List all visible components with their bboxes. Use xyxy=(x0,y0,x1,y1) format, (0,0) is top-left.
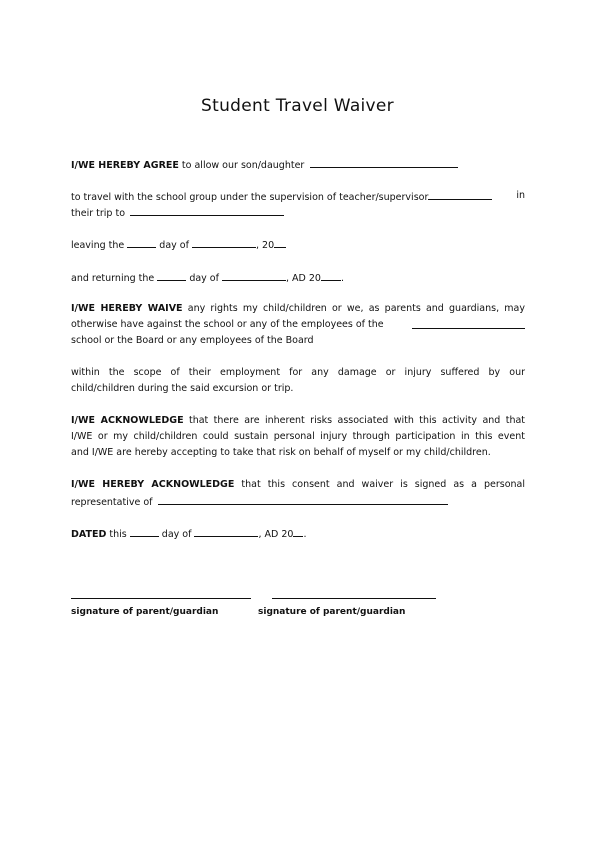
trip-destination-blank[interactable] xyxy=(130,206,284,216)
trip-to-line xyxy=(71,206,525,220)
agree-heading: I/WE HEREBY AGREE xyxy=(71,160,179,171)
dated-year-blank[interactable] xyxy=(293,527,303,537)
waive-line-3 xyxy=(71,335,525,347)
waive-line-2 xyxy=(71,319,525,331)
scope-line-1 xyxy=(71,367,525,379)
scope-text-1: within the scope of their employment for any damage or injury suffered by our xyxy=(71,367,525,378)
hereby-ack-heading: I/WE HEREBY ACKNOWLEDGE xyxy=(71,479,235,490)
leaving-line xyxy=(71,238,525,252)
acknowledge-text-3: and I/WE are hereby accepting to take that risk on behalf of myself or my child/children. xyxy=(71,447,491,458)
leaving-day-of: day of xyxy=(159,240,189,251)
leaving-text: leaving the xyxy=(71,240,125,251)
hereby-ack-text-1: that this consent and waiver is signed as a personal xyxy=(241,479,525,490)
hereby-ack-line-1 xyxy=(71,479,525,491)
teacher-blank[interactable] xyxy=(428,190,492,200)
leaving-year-blank[interactable] xyxy=(274,238,286,248)
hereby-ack-text-2: representative of xyxy=(71,497,153,508)
waive-heading: I/WE HEREBY WAIVE xyxy=(71,303,183,314)
travel-line xyxy=(71,190,525,204)
dated-line xyxy=(71,527,525,541)
acknowledge-text-2: I/WE or my child/children could sustain personal injury through participation in this event xyxy=(71,431,525,442)
dated-heading: DATED xyxy=(71,529,107,540)
returning-line xyxy=(71,271,525,285)
returning-year-text: , AD 20 xyxy=(286,273,321,284)
returning-year-blank[interactable] xyxy=(321,271,341,281)
signature-label-2: signature of parent/guardian xyxy=(258,607,406,617)
acknowledge-text-1: that there are inherent risks associated with this activity and that xyxy=(188,415,526,426)
dated-this: this xyxy=(109,529,127,540)
representative-blank[interactable] xyxy=(158,495,448,505)
acknowledge-line-1 xyxy=(71,415,525,427)
agree-line xyxy=(71,158,525,172)
waive-text-2: otherwise have against the school or any of the employees of the xyxy=(71,319,384,330)
signature-line-2[interactable] xyxy=(272,598,436,599)
agree-text: to allow our son/daughter xyxy=(181,160,305,171)
dated-day-blank[interactable] xyxy=(130,527,159,537)
travel-text: to travel with the school group under the supervision of teacher/supervisor xyxy=(71,192,429,203)
signature-label-1: signature of parent/guardian xyxy=(71,607,219,617)
dated-end: . xyxy=(303,529,307,540)
page-title: Student Travel Waiver xyxy=(201,96,394,116)
acknowledge-heading: I/WE ACKNOWLEDGE xyxy=(71,415,184,426)
dated-year-text: , AD 20 xyxy=(258,529,294,540)
school-name-blank[interactable] xyxy=(412,319,525,329)
son-daughter-blank[interactable] xyxy=(310,158,458,168)
dated-month-blank[interactable] xyxy=(194,527,258,537)
acknowledge-line-2 xyxy=(71,431,525,443)
leaving-day-blank[interactable] xyxy=(127,238,156,248)
acknowledge-line-3 xyxy=(71,447,525,459)
signature-line-1[interactable] xyxy=(71,598,251,599)
returning-month-blank[interactable] xyxy=(222,271,286,281)
leaving-year-text: , 20 xyxy=(255,240,275,251)
trip-to-text: their trip to xyxy=(71,208,126,219)
returning-text: and returning the xyxy=(71,273,155,284)
scope-text-2: child/children during the said excursion or trip. xyxy=(71,383,294,394)
hereby-ack-line-2 xyxy=(71,495,525,509)
travel-in: in xyxy=(516,190,525,201)
returning-end: . xyxy=(340,273,344,284)
waive-text-1: any rights my child/children or we, as parents and guardians, may xyxy=(187,303,526,314)
leaving-month-blank[interactable] xyxy=(192,238,256,248)
waive-line-1 xyxy=(71,303,525,315)
returning-day-of: day of xyxy=(189,273,219,284)
scope-line-2 xyxy=(71,383,525,395)
waive-text-3: school or the Board or any employees of the Board xyxy=(71,335,314,346)
dated-day-of: day of xyxy=(161,529,192,540)
returning-day-blank[interactable] xyxy=(157,271,186,281)
